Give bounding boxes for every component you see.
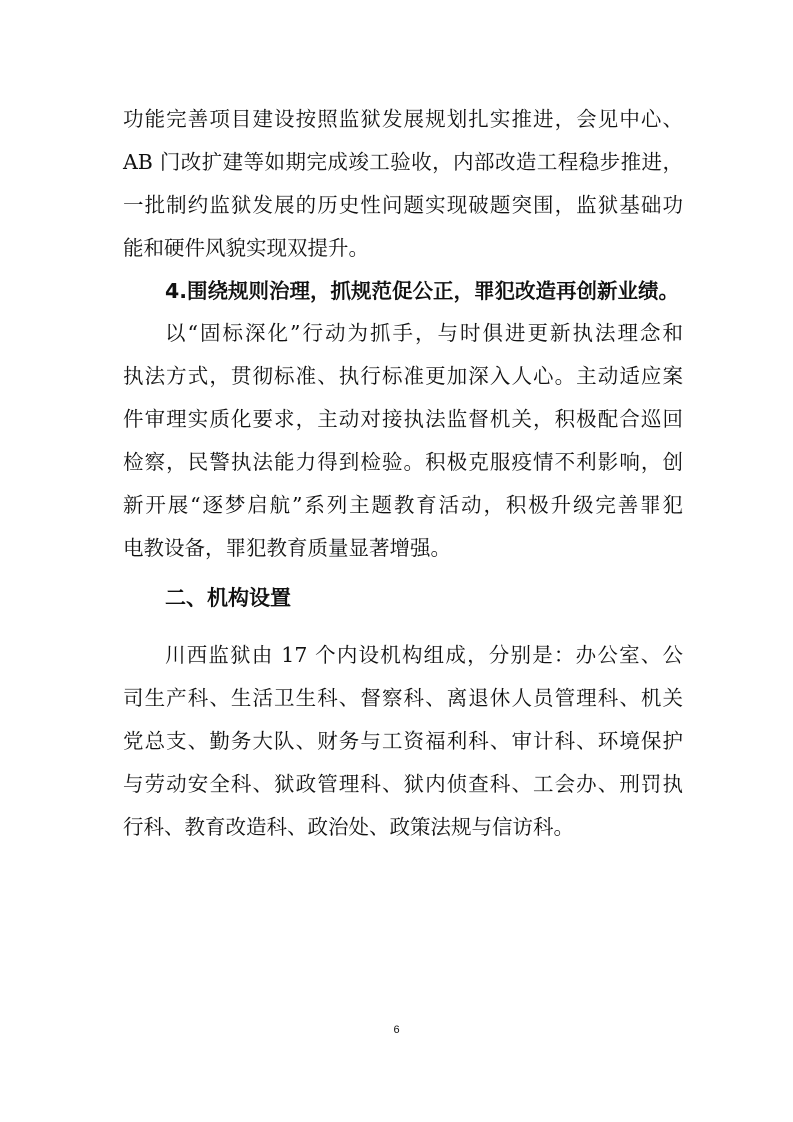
paragraph-1-line-1: 功能完善项目建设按照监狱发展规划扎实推进，会见中心、: [123, 107, 683, 131]
page-number: 6: [393, 1024, 400, 1036]
paragraph-3-line-5: 行科、教育改造科、政治处、政策法规与信访科。: [123, 815, 574, 839]
paragraph-2-line-4: 检察，民警执法能力得到检验。积极克服疫情不利影响，创: [123, 450, 683, 474]
paragraph-3-line-4: 与劳动安全科、狱政管理科、狱内侦查科、工会办、刑罚执: [123, 772, 683, 796]
paragraph-2-line-1: 以“固标深化”行动为抓手，与时俱进更新执法理念和: [165, 321, 683, 345]
paragraph-2-line-3: 件审理实质化要求，主动对接执法监督机关，积极配合巡回: [123, 407, 683, 431]
paragraph-1-line-4: 能和硬件风貌实现双提升。: [123, 236, 369, 260]
paragraph-3-line-2: 司生产科、生活卫生科、督察科、离退休人员管理科、机关: [123, 686, 683, 710]
paragraph-2-line-5: 新开展“逐梦启航”系列主题教育活动，积极升级完善罪犯: [123, 493, 683, 517]
paragraph-3-line-3: 党总支、勤务大队、财务与工资福利科、审计科、环境保护: [123, 729, 683, 753]
paragraph-2-line-6: 电教设备，罪犯教育质量显著增强。: [123, 536, 451, 560]
section-heading: 二、机构设置: [165, 586, 291, 610]
paragraph-2-line-2: 执法方式，贯彻标准、执行标准更加深入人心。主动适应案: [123, 364, 683, 388]
subheading-4: 4.围绕规则治理，抓规范促公正，罪犯改造再创新业绩。: [165, 279, 680, 303]
paragraph-1-line-2: AB 门改扩建等如期完成竣工验收，内部改造工程稳步推进，: [123, 150, 683, 174]
paragraph-1-line-3: 一批制约监狱发展的历史性问题实现破题突围，监狱基础功: [123, 193, 683, 217]
paragraph-3-line-1: 川西监狱由 17 个内设机构组成，分别是：办公室、公: [165, 643, 683, 667]
